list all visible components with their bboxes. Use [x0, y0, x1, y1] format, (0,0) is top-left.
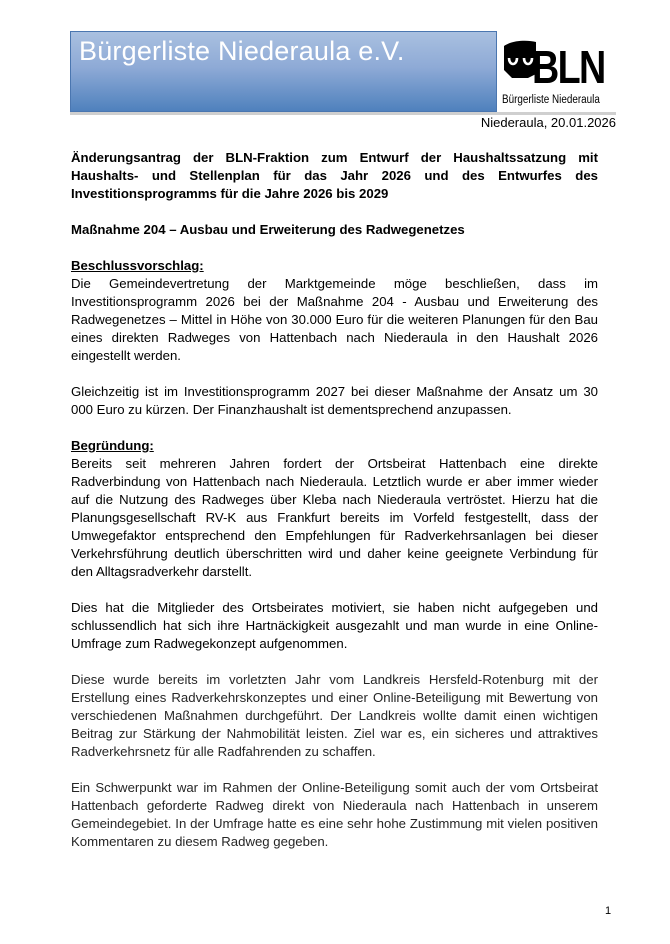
bln-logo [500, 38, 616, 110]
date-line: Niederaula, 20.01.2026 [480, 115, 616, 130]
document-title: Änderungsantrag der BLN-Fraktion zum Entwurf der Haushaltssatzung mit Haushalts- und Stellenplan für das Jahr 2026 und des Entwurfes des Investitionsprogramms für die Jahre 2026 bis 2029 [71, 150, 598, 201]
paragraph: Die Gemeindevertretung der Marktgemeinde möge beschließen, dass im Investitionsprogramm 2026 bei der Maßnahme 204 - Ausbau und Erweiterung des Radwegenetzes – Mittel in Höhe von 30.000 Euro für die weiteren Planungen für den Bau eines direkten Radweges von Hattenbach nach Niederaula in den Haushalt 2026 eingestellt werden. [71, 276, 598, 363]
paragraph: Diese wurde bereits im vorletzten Jahr vom Landkreis Hersfeld-Rotenburg mit der Erstellung eines Radverkehrskonzeptes und einer Online-Beteiligung mit Bewertung von verschiedenen Maßnahmen durchgeführt. Der Landkreis wollte damit einen wichtigen Beitrag zur Stärkung der Nahmobilität leisten. Ziel war es, ein sicheres und attraktives Radverkehrsnetz für alle Radfahrenden zu schaffen. [71, 672, 598, 759]
document-subtitle: Maßnahme 204 – Ausbau und Erweiterung des Radwegenetzes [71, 222, 465, 237]
paragraph: Bereits seit mehreren Jahren fordert der Ortsbeirat Hattenbach eine direkte Radverbindung von Hattenbach nach Niederaula. Letztlich wurde er aber immer wieder auf die Nutzung des Radweges über Kleba nach Niederaula vertröstet. Hierzu hat die Planungsgesellschaft RV-K aus Frankfurt bereits im Vorfeld festgestellt, dass der Umwegefaktor entsprechend den Empfehlungen für Radverkehrsanlagen bei dieser Verkehrsführung deutlich überschritten wird und daher keine geeignete Verbindung für den Alltagsradverkehr darstellt. [71, 456, 598, 579]
page-number: 1 [605, 905, 612, 917]
logo-subtitle: Bürgerliste Niederaula [502, 94, 600, 106]
logo-letters: BLN [532, 41, 605, 93]
document-body [71, 149, 598, 851]
organization-name: Bürgerliste Niederaula e.V. [79, 36, 405, 66]
header-banner [70, 31, 497, 112]
paragraph: Gleichzeitig ist im Investitionsprogramm 2027 bei dieser Maßnahme der Ansatz um 30 000 Euro zu kürzen. Der Finanzhaushalt ist dementsprechend anzupassen. [71, 384, 598, 417]
section-heading-beschlussvorschlag: Beschlussvorschlag: [71, 258, 204, 273]
paragraph: Ein Schwerpunkt war im Rahmen der Online-Beteiligung somit auch der vom Ortsbeirat Hattenbach geforderte Radweg direkt von Niederaula nach Hattenbach in unserem Gemeindegebiet. In der Umfrage hatte es eine sehr hohe Zustimmung mit vielen positiven Kommentaren zu diesem Radweg gegeben. [71, 780, 598, 849]
section-heading-begruendung: Begründung: [71, 438, 154, 453]
paragraph: Dies hat die Mitglieder des Ortsbeirates motiviert, sie haben nicht aufgegeben und schlussendlich hat sich ihre Hartnäckigkeit ausgezahlt und man wurde in eine Online-Umfrage zum Radwegekonzept aufgenommen. [71, 600, 598, 651]
